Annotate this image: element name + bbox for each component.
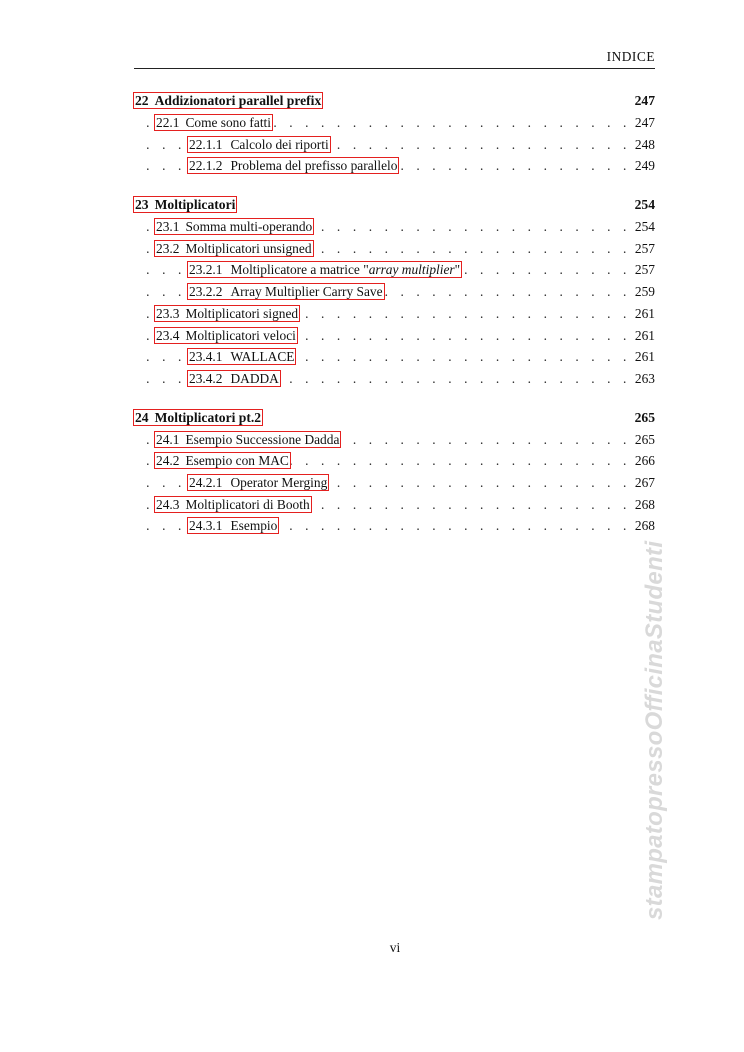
entry-title: Calcolo dei riporti <box>230 136 329 152</box>
toc-entry <box>134 494 655 516</box>
entry-number: 23.3 <box>156 305 180 321</box>
toc-entry <box>134 216 655 238</box>
entry-number: 23.2 <box>156 240 180 256</box>
chapter-number: 24 <box>135 409 149 425</box>
chapter-link-22[interactable] <box>133 92 323 109</box>
entry-number: 24.3.1 <box>189 518 223 534</box>
toc-entry <box>134 281 655 303</box>
chapter-title: Moltiplicatori pt.2 <box>154 409 262 425</box>
entry-title: Moltiplicatori signed <box>185 305 299 321</box>
entry-title-close-quote: " <box>454 262 461 278</box>
toc-entry <box>134 155 655 177</box>
entry-number: 24.2.1 <box>189 474 223 490</box>
chapter-title: Moltiplicatori <box>154 197 236 213</box>
toc-chapter-row <box>134 407 655 429</box>
chapter-title: Addizionatori parallel prefix <box>154 93 322 108</box>
entry-page: 265 <box>632 429 655 451</box>
subsection-link-22-1-2[interactable] <box>187 157 399 174</box>
toc-entry <box>134 112 655 134</box>
page-number: vi <box>389 940 401 955</box>
entry-page: 261 <box>632 346 655 368</box>
toc-entry <box>134 134 655 156</box>
entry-title: DADDA <box>230 370 279 386</box>
section-link-24-1[interactable] <box>154 431 341 448</box>
entry-page: 266 <box>632 450 655 472</box>
entry-title: Moltiplicatori veloci <box>185 327 296 343</box>
toc-entry <box>134 515 655 537</box>
toc-chapter-24 <box>134 407 655 537</box>
section-link-22-1[interactable] <box>154 114 273 131</box>
subsection-link-24-3-1[interactable] <box>187 517 279 534</box>
toc-entry <box>134 259 655 281</box>
subsection-link-23-2-2[interactable] <box>187 283 385 300</box>
chapter-link-23[interactable] <box>133 196 237 213</box>
watermark-text: stampatopressoOfficinaStudenti <box>641 540 668 920</box>
entry-number: 23.4.1 <box>189 349 223 365</box>
entry-number: 24.2 <box>156 453 180 469</box>
chapter-page: 265 <box>632 407 655 429</box>
toc-entry <box>134 429 655 451</box>
entry-number: 23.1 <box>156 219 180 235</box>
chapter-number: 22 <box>135 93 149 108</box>
subsection-link-22-1-1[interactable] <box>187 136 331 153</box>
section-link-23-1[interactable] <box>154 218 314 235</box>
section-link-23-2[interactable] <box>154 240 314 257</box>
entry-page: 268 <box>632 515 655 537</box>
chapter-link-24[interactable] <box>133 409 263 426</box>
entry-title: Esempio <box>230 518 278 534</box>
chapter-number: 23 <box>135 197 149 213</box>
entry-page: 268 <box>632 494 655 516</box>
subsection-link-23-2-1[interactable] <box>187 261 462 278</box>
entry-page: 257 <box>632 259 655 281</box>
section-link-23-4[interactable] <box>154 327 298 344</box>
toc-chapter-row <box>134 90 655 112</box>
entry-page: 263 <box>632 368 655 390</box>
entry-page: 248 <box>632 134 655 156</box>
chapter-page: 254 <box>632 194 655 216</box>
subsection-link-23-4-2[interactable] <box>187 370 281 387</box>
entry-page: 254 <box>632 216 655 238</box>
entry-number: 22.1.1 <box>189 136 223 152</box>
chapter-page: 247 <box>632 90 655 112</box>
subsection-link-23-4-1[interactable] <box>187 348 296 365</box>
entry-title: Array Multiplier Carry Save <box>230 284 383 300</box>
toc-entry <box>134 325 655 347</box>
toc-entry <box>134 450 655 472</box>
entry-title: Esempio Successione Dadda <box>185 431 340 447</box>
toc-entry <box>134 472 655 494</box>
entry-title: Moltiplicatore a matrice " <box>230 262 369 278</box>
entry-number: 23.2.2 <box>189 284 223 300</box>
entry-page: 261 <box>632 325 655 347</box>
running-header <box>134 49 655 69</box>
entry-title: Operator Merging <box>230 474 328 490</box>
entry-number: 23.4 <box>156 327 180 343</box>
entry-page: 249 <box>632 155 655 177</box>
entry-title: Esempio con MAC <box>185 453 289 469</box>
toc-entry <box>134 368 655 390</box>
entry-page: 259 <box>632 281 655 303</box>
toc-entry <box>134 303 655 325</box>
header-title: INDICE <box>606 49 655 64</box>
section-link-23-3[interactable] <box>154 305 300 322</box>
toc-chapter-22 <box>134 90 655 177</box>
toc-chapter-23 <box>134 194 655 390</box>
subsection-link-24-2-1[interactable] <box>187 474 329 491</box>
entry-title: Moltiplicatori di Booth <box>185 496 310 512</box>
toc-entry <box>134 346 655 368</box>
entry-title: Somma multi-operando <box>185 219 313 235</box>
entry-number: 23.2.1 <box>189 262 223 278</box>
entry-page: 257 <box>632 238 655 260</box>
table-of-contents <box>134 90 655 554</box>
toc-chapter-row <box>134 194 655 216</box>
entry-title: WALLACE <box>230 349 295 365</box>
entry-number: 22.1 <box>156 115 180 130</box>
toc-entry <box>134 238 655 260</box>
entry-title-emphasis: array multiplier <box>368 262 455 278</box>
entry-title: Problema del prefisso parallelo <box>230 158 398 174</box>
entry-number: 24.3 <box>156 496 180 512</box>
entry-page: 267 <box>632 472 655 494</box>
section-link-24-2[interactable] <box>154 452 291 469</box>
entry-page: 247 <box>632 112 655 134</box>
entry-title: Moltiplicatori unsigned <box>185 240 312 256</box>
entry-page: 261 <box>632 303 655 325</box>
entry-number: 24.1 <box>156 431 180 447</box>
entry-number: 23.4.2 <box>189 370 223 386</box>
entry-number: 22.1.2 <box>189 158 223 174</box>
entry-title: Come sono fatti <box>185 115 271 130</box>
section-link-24-3[interactable] <box>154 496 312 513</box>
